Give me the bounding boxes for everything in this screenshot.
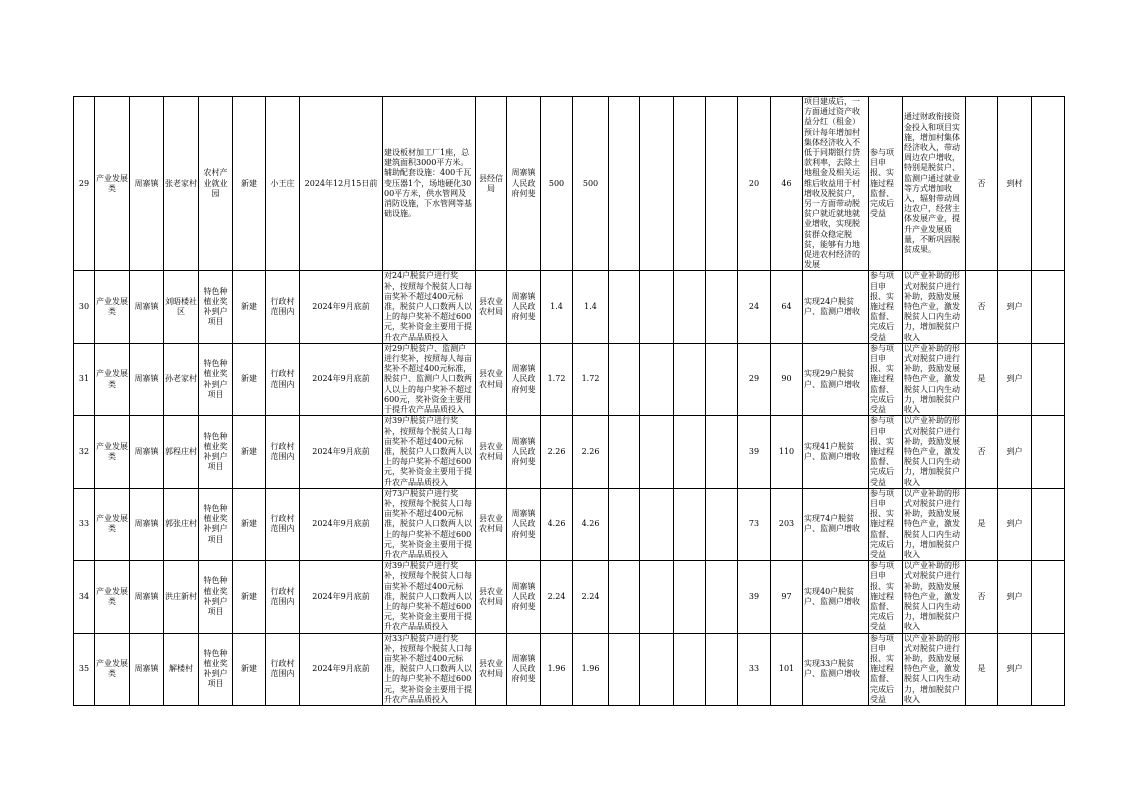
location-cell: 行政村范围内 [266, 561, 300, 633]
people-cell: 64 [771, 271, 803, 343]
town-cell: 周寨镇 [130, 416, 164, 488]
table-row [74, 97, 1065, 271]
empty-cell [640, 561, 674, 633]
row-number-cell: 29 [74, 97, 95, 271]
target-cell: 到户 [998, 271, 1032, 343]
department-cell: 县农业农村局 [476, 633, 507, 705]
benefit-cell: 实现40户脱贫户、监测户增收 [803, 561, 869, 633]
people-cell: 203 [771, 488, 803, 560]
responsible-person-cell: 周寨镇人民政府何斐 [507, 416, 541, 488]
households-cell: 24 [738, 271, 771, 343]
households-cell: 39 [738, 561, 771, 633]
responsible-person-cell: 周寨镇人民政府何斐 [507, 271, 541, 343]
location-cell: 行政村范围内 [266, 488, 300, 560]
fund-amount-cell: 4.26 [573, 488, 609, 560]
project-name-cell: 特色种植业奖补到户项目 [199, 271, 233, 343]
construction-nature-cell: 新建 [233, 488, 266, 560]
fund-amount-cell: 1.96 [573, 633, 609, 705]
fund-amount-cell: 2.26 [573, 416, 609, 488]
benefit-cell: 项目建成后，一方面通过资产收益分红（租金）预计每年增加村集体经济收入不低于同期银行贷款利率，去除土地租金及相关运维后收益用于村增收及脱贫户，另一方面带动脱贫户就近就地就业增收，实现脱贫群众稳定脱贫，能够有力地促进农村经济的发展 [803, 97, 869, 271]
village-cell: 孙老家村 [164, 343, 199, 415]
construction-content-cell: 对29户脱贫户、监测户进行奖补，按照每人每亩奖补不超过400元标准，脱贫户、监测户人口数两人以上的每户奖补不超过600元，奖补资金主要用于提升农产品品质投入 [383, 343, 476, 415]
department-cell: 县经信局 [476, 97, 507, 271]
category-cell: 产业发展类 [95, 561, 130, 633]
mechanism-cell: 参与项目申报、实施过程监督、完成后受益 [869, 271, 903, 343]
benefit-link-cell: 通过财政衔接资金投入和项目实施，增加村集体经济收入，带动周边农户增收，特别是脱贫户、监测户通过就业等方式增加收入，辐射带动周边农户，经营主体发展产业，提升产业发展质量，不断巩固脱贫成果。 [903, 97, 966, 271]
empty-cell [1032, 633, 1065, 705]
construction-content-cell: 对39户脱贫户进行奖补，按照每个脱贫人口每亩奖补不超过400元标准，脱贫户人口数两人以上的每户奖补不超过600元，奖补资金主要用于提升农产品品质投入 [383, 416, 476, 488]
empty-cell [640, 271, 674, 343]
construction-nature-cell: 新建 [233, 343, 266, 415]
responsible-person-cell: 周寨镇人民政府何斐 [507, 561, 541, 633]
households-cell: 73 [738, 488, 771, 560]
category-cell: 产业发展类 [95, 488, 130, 560]
responsible-person-cell: 周寨镇人民政府何斐 [507, 97, 541, 271]
construction-content-cell: 对39户脱贫户进行奖补，按照每个脱贫人口每亩奖补不超过400元标准，脱贫户人口数两人以上的每户奖补不超过600元，奖补资金主要用于提升农产品品质投入 [383, 561, 476, 633]
households-cell: 33 [738, 633, 771, 705]
department-cell: 县农业农村局 [476, 343, 507, 415]
households-cell: 29 [738, 343, 771, 415]
benefit-link-cell: 以产业补助的形式对脱贫户进行补助，鼓励发展特色产业，激发脱贫人口内生动力，增加脱贫户收入 [903, 633, 966, 705]
village-cell: 刘晤楼社区 [164, 271, 199, 343]
flag-cell: 否 [966, 97, 998, 271]
empty-cell [609, 97, 640, 271]
construction-nature-cell: 新建 [233, 97, 266, 271]
table-row [74, 488, 1065, 560]
flag-cell: 是 [966, 488, 998, 560]
empty-cell [674, 343, 706, 415]
flag-cell: 否 [966, 416, 998, 488]
benefit-link-cell: 以产业补助的形式对脱贫户进行补助，鼓励发展特色产业，激发脱贫人口内生动力，增加脱贫户收入 [903, 343, 966, 415]
deadline-cell: 2024年9月底前 [300, 488, 383, 560]
empty-cell [706, 97, 738, 271]
location-cell: 行政村范围内 [266, 343, 300, 415]
deadline-cell: 2024年9月底前 [300, 561, 383, 633]
benefit-link-cell: 以产业补助的形式对脱贫户进行补助，鼓励发展特色产业，激发脱贫人口内生动力，增加脱贫户收入 [903, 488, 966, 560]
town-cell: 周寨镇 [130, 633, 164, 705]
empty-cell [1032, 271, 1065, 343]
target-cell: 到户 [998, 343, 1032, 415]
target-cell: 到户 [998, 561, 1032, 633]
deadline-cell: 2024年9月底前 [300, 271, 383, 343]
village-cell: 张老家村 [164, 97, 199, 271]
empty-cell [609, 271, 640, 343]
department-cell: 县农业农村局 [476, 416, 507, 488]
row-number-cell: 31 [74, 343, 95, 415]
category-cell: 产业发展类 [95, 633, 130, 705]
empty-cell [640, 488, 674, 560]
location-cell: 行政村范围内 [266, 271, 300, 343]
empty-cell [609, 633, 640, 705]
construction-nature-cell: 新建 [233, 416, 266, 488]
construction-nature-cell: 新建 [233, 633, 266, 705]
table-body [74, 97, 1065, 706]
people-cell: 97 [771, 561, 803, 633]
benefit-cell: 实现24户脱贫户、监测户增收 [803, 271, 869, 343]
total-investment-cell: 500 [541, 97, 573, 271]
empty-cell [674, 561, 706, 633]
location-cell: 小王庄 [266, 97, 300, 271]
empty-cell [1032, 416, 1065, 488]
empty-cell [640, 343, 674, 415]
target-cell: 到户 [998, 633, 1032, 705]
benefit-cell: 实现29户脱贫户、监测户增收 [803, 343, 869, 415]
responsible-person-cell: 周寨镇人民政府何斐 [507, 633, 541, 705]
table-row [74, 561, 1065, 633]
construction-nature-cell: 新建 [233, 271, 266, 343]
construction-content-cell: 对33户脱贫户进行奖补，按照每个脱贫人口每亩奖补不超过400元标准，脱贫户人口数两人以上的每户奖补不超过600元，奖补资金主要用于提升农产品品质投入 [383, 633, 476, 705]
table-row [74, 416, 1065, 488]
town-cell: 周寨镇 [130, 561, 164, 633]
category-cell: 产业发展类 [95, 271, 130, 343]
row-number-cell: 33 [74, 488, 95, 560]
empty-cell [706, 271, 738, 343]
department-cell: 县农业农村局 [476, 271, 507, 343]
empty-cell [706, 416, 738, 488]
empty-cell [706, 633, 738, 705]
empty-cell [706, 561, 738, 633]
fund-amount-cell: 1.72 [573, 343, 609, 415]
empty-cell [609, 561, 640, 633]
table-row [74, 343, 1065, 415]
empty-cell [674, 271, 706, 343]
benefit-link-cell: 以产业补助的形式对脱贫户进行补助，鼓励发展特色产业，激发脱贫人口内生动力，增加脱贫户收入 [903, 561, 966, 633]
category-cell: 产业发展类 [95, 343, 130, 415]
mechanism-cell: 参与项目申报、实施过程监督、完成后受益 [869, 343, 903, 415]
location-cell: 行政村范围内 [266, 416, 300, 488]
empty-cell [706, 343, 738, 415]
households-cell: 20 [738, 97, 771, 271]
town-cell: 周寨镇 [130, 271, 164, 343]
benefit-cell: 实现41户脱贫户、监测户增收 [803, 416, 869, 488]
project-name-cell: 特色种植业奖补到户项目 [199, 416, 233, 488]
deadline-cell: 2024年9月底前 [300, 633, 383, 705]
total-investment-cell: 4.26 [541, 488, 573, 560]
benefit-link-cell: 以产业补助的形式对脱贫户进行补助，鼓励发展特色产业，激发脱贫人口内生动力，增加脱贫户收入 [903, 271, 966, 343]
department-cell: 县农业农村局 [476, 561, 507, 633]
empty-cell [706, 488, 738, 560]
village-cell: 郭程庄村 [164, 416, 199, 488]
people-cell: 101 [771, 633, 803, 705]
row-number-cell: 35 [74, 633, 95, 705]
empty-cell [674, 488, 706, 560]
flag-cell: 是 [966, 343, 998, 415]
total-investment-cell: 2.26 [541, 416, 573, 488]
total-investment-cell: 2.24 [541, 561, 573, 633]
project-name-cell: 农村产业就业园 [199, 97, 233, 271]
deadline-cell: 2024年9月底前 [300, 343, 383, 415]
construction-content-cell: 对24户脱贫户进行奖补，按照每个脱贫人口每亩奖补不超过400元标准，脱贫户人口数两人以上的每户奖补不超过600元，奖补资金主要用于提升农产品品质投入 [383, 271, 476, 343]
project-table [73, 96, 1065, 706]
households-cell: 39 [738, 416, 771, 488]
target-cell: 到户 [998, 488, 1032, 560]
mechanism-cell: 参与项目申报、实施过程监督、完成后受益 [869, 97, 903, 271]
village-cell: 郭张庄村 [164, 488, 199, 560]
people-cell: 46 [771, 97, 803, 271]
empty-cell [1032, 561, 1065, 633]
project-name-cell: 特色种植业奖补到户项目 [199, 633, 233, 705]
target-cell: 到村 [998, 97, 1032, 271]
deadline-cell: 2024年12月15日前 [300, 97, 383, 271]
empty-cell [609, 416, 640, 488]
total-investment-cell: 1.4 [541, 271, 573, 343]
table-row [74, 271, 1065, 343]
town-cell: 周寨镇 [130, 97, 164, 271]
responsible-person-cell: 周寨镇人民政府何斐 [507, 343, 541, 415]
empty-cell [1032, 343, 1065, 415]
people-cell: 90 [771, 343, 803, 415]
flag-cell: 否 [966, 271, 998, 343]
empty-cell [640, 633, 674, 705]
benefit-cell: 实现33户脱贫户、监测户增收 [803, 633, 869, 705]
construction-content-cell: 对73户脱贫户进行奖补，按照每个脱贫人口每亩奖补不超过400元标准，脱贫户人口数两人以上的每户奖补不超过600元，奖补资金主要用于提升农产品品质投入 [383, 488, 476, 560]
empty-cell [640, 416, 674, 488]
empty-cell [609, 488, 640, 560]
mechanism-cell: 参与项目申报、实施过程监督、完成后受益 [869, 416, 903, 488]
benefit-cell: 实现74户脱贫户、监测户增收 [803, 488, 869, 560]
row-number-cell: 32 [74, 416, 95, 488]
village-cell: 解楼村 [164, 633, 199, 705]
empty-cell [674, 97, 706, 271]
village-cell: 洪庄新村 [164, 561, 199, 633]
empty-cell [609, 343, 640, 415]
empty-cell [640, 97, 674, 271]
deadline-cell: 2024年9月底前 [300, 416, 383, 488]
flag-cell: 否 [966, 561, 998, 633]
project-name-cell: 特色种植业奖补到户项目 [199, 343, 233, 415]
construction-content-cell: 建设板材加工厂1座，总建筑面积3000平方米。辅助配套设施：400千瓦变压器1个，场地硬化3000平方米，供水管网及消防设施，下水管网等基础设施。 [383, 97, 476, 271]
project-name-cell: 特色种植业奖补到户项目 [199, 488, 233, 560]
category-cell: 产业发展类 [95, 416, 130, 488]
fund-amount-cell: 500 [573, 97, 609, 271]
mechanism-cell: 参与项目申报、实施过程监督、完成后受益 [869, 633, 903, 705]
fund-amount-cell: 1.4 [573, 271, 609, 343]
project-name-cell: 特色种植业奖补到户项目 [199, 561, 233, 633]
total-investment-cell: 1.96 [541, 633, 573, 705]
town-cell: 周寨镇 [130, 343, 164, 415]
total-investment-cell: 1.72 [541, 343, 573, 415]
empty-cell [674, 633, 706, 705]
responsible-person-cell: 周寨镇人民政府何斐 [507, 488, 541, 560]
target-cell: 到户 [998, 416, 1032, 488]
fund-amount-cell: 2.24 [573, 561, 609, 633]
mechanism-cell: 参与项目申报、实施过程监督、完成后受益 [869, 561, 903, 633]
location-cell: 行政村范围内 [266, 633, 300, 705]
category-cell: 产业发展类 [95, 97, 130, 271]
construction-nature-cell: 新建 [233, 561, 266, 633]
mechanism-cell: 参与项目申报、实施过程监督、完成后受益 [869, 488, 903, 560]
town-cell: 周寨镇 [130, 488, 164, 560]
row-number-cell: 34 [74, 561, 95, 633]
flag-cell: 是 [966, 633, 998, 705]
row-number-cell: 30 [74, 271, 95, 343]
table-row [74, 633, 1065, 705]
department-cell: 县农业农村局 [476, 488, 507, 560]
empty-cell [674, 416, 706, 488]
benefit-link-cell: 以产业补助的形式对脱贫户进行补助，鼓励发展特色产业，激发脱贫人口内生动力，增加脱贫户收入 [903, 416, 966, 488]
empty-cell [1032, 97, 1065, 271]
empty-cell [1032, 488, 1065, 560]
people-cell: 110 [771, 416, 803, 488]
